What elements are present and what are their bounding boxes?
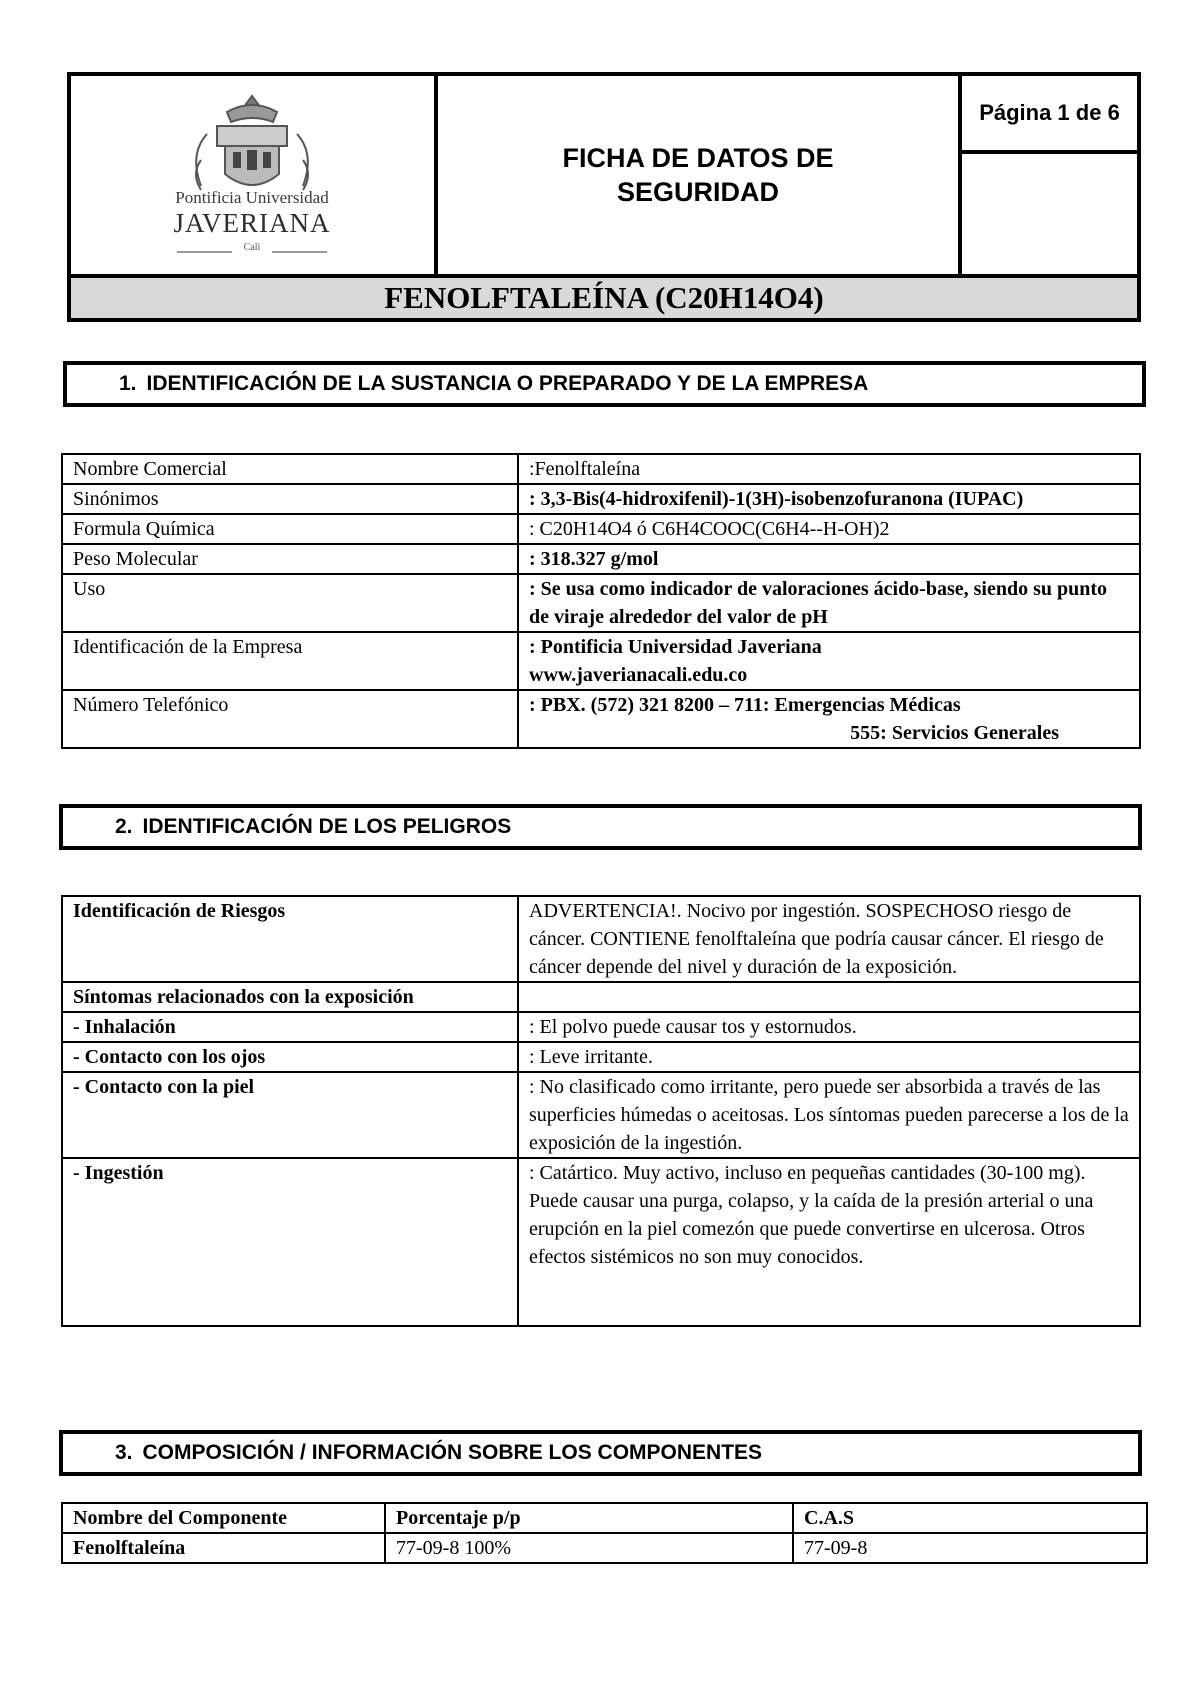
logo-cell	[71, 76, 438, 274]
document-title: FICHA DE DATOS DE SEGURIDAD	[562, 143, 834, 207]
row-value	[518, 982, 1140, 1012]
table-row	[62, 896, 1140, 982]
section-2-heading	[59, 804, 1142, 850]
table-row	[62, 544, 1140, 574]
table-row	[62, 1042, 1140, 1072]
section-1-heading	[63, 361, 1146, 407]
table-row	[62, 1158, 1140, 1326]
row-value: : Catártico. Muy activo, incluso en pequeñas cantidades (30-100 mg). Puede causar una purga, colapso, y la caída de la presión arterial o una erupción en la piel comezón que puede convertirse en ulcerosa. Otros efectos sistémicos no son muy conocidos.	[518, 1158, 1140, 1326]
page-number-cell	[962, 76, 1137, 154]
column-header: C.A.S	[793, 1503, 1147, 1533]
substance-bar	[71, 274, 1137, 318]
table-row	[62, 982, 1140, 1012]
title-cell	[438, 76, 962, 274]
row-label: Peso Molecular	[62, 544, 518, 574]
logo-text-cali: Cali	[243, 242, 261, 253]
component-percentage: 77-09-8 100%	[385, 1533, 793, 1563]
row-value	[518, 690, 1140, 748]
row-value: ADVERTENCIA!. Nocivo por ingestión. SOSPECHOSO riesgo de cáncer. CONTIENE fenolftaleína que podría causar cáncer. El riesgo de cáncer depende del nivel y duración de la exposición.	[518, 896, 1140, 982]
section-number: 1.	[119, 372, 137, 395]
row-value: : 3,3-Bis(4-hidroxifenil)-1(3H)-isobenzofuranona (IUPAC)	[518, 484, 1140, 514]
row-value: : El polvo puede causar tos y estornudos.	[518, 1012, 1140, 1042]
row-label: Síntomas relacionados con la exposición	[62, 982, 518, 1012]
substance-name: FENOLFTALEÍNA (C20H14O4)	[384, 280, 824, 315]
row-label: - Inhalación	[62, 1012, 518, 1042]
row-value: : No clasificado como irritante, pero puede ser absorbida a través de las superficies húmedas o aceitosas. Los síntomas pueden parecerse a los de la exposición de la ingestión.	[518, 1072, 1140, 1158]
table-row	[62, 1072, 1140, 1158]
composition-table	[61, 1502, 1148, 1564]
table-header-row	[62, 1503, 1147, 1533]
section-number: 3.	[115, 1441, 133, 1464]
table-row	[62, 632, 1140, 690]
table-row	[62, 574, 1140, 632]
row-label: Uso	[62, 574, 518, 632]
document-header	[67, 72, 1141, 322]
section-3-heading	[59, 1430, 1142, 1476]
table-row	[62, 690, 1140, 748]
hazards-table	[61, 895, 1141, 1327]
logo-text-university: Pontificia Universidad	[175, 188, 329, 207]
component-name: Fenolftaleína	[62, 1533, 385, 1563]
column-header: Nombre del Componente	[62, 1503, 385, 1533]
row-value: : Leve irritante.	[518, 1042, 1140, 1072]
row-label: Identificación de la Empresa	[62, 632, 518, 690]
section-number: 2.	[115, 815, 133, 838]
table-row	[62, 484, 1140, 514]
identification-table	[61, 453, 1141, 749]
page-number: Página 1 de 6	[979, 100, 1120, 125]
phone-line-2: 555: Servicios Generales	[850, 722, 1059, 744]
row-label: Número Telefónico	[62, 690, 518, 748]
section-title: IDENTIFICACIÓN DE LOS PELIGROS	[142, 815, 512, 838]
table-row	[62, 1012, 1140, 1042]
section-title: COMPOSICIÓN / INFORMACIÓN SOBRE LOS COMPONENTES	[142, 1441, 763, 1464]
table-row	[62, 514, 1140, 544]
row-label: Nombre Comercial	[62, 454, 518, 484]
logo-text-javeriana: JAVERIANA	[173, 208, 331, 238]
row-label: Identificación de Riesgos	[62, 896, 518, 982]
row-value: : 318.327 g/mol	[518, 544, 1140, 574]
row-label: Sinónimos	[62, 484, 518, 514]
row-label: - Contacto con los ojos	[62, 1042, 518, 1072]
row-value	[518, 632, 1140, 690]
company-name: : Pontificia Universidad Javeriana	[529, 636, 822, 658]
row-value: : Se usa como indicador de valoraciones ácido-base, siendo su punto de viraje alrededor del valor de pH	[518, 574, 1140, 632]
row-label: - Ingestión	[62, 1158, 518, 1326]
row-value: : C20H14O4 ó C6H4COOC(C6H4--H-OH)2	[518, 514, 1140, 544]
row-label: Formula Química	[62, 514, 518, 544]
component-cas: 77-09-8	[793, 1533, 1147, 1563]
phone-line-1: : PBX. (572) 321 8200 – 711: Emergencias Médicas	[529, 694, 961, 716]
section-title: IDENTIFICACIÓN DE LA SUSTANCIA O PREPARADO Y DE LA EMPRESA	[146, 372, 869, 395]
column-header: Porcentaje p/p	[385, 1503, 793, 1533]
table-row	[62, 1533, 1147, 1563]
blank-cell	[962, 154, 1137, 274]
company-website-link[interactable]: www.javerianacali.edu.co	[529, 664, 748, 686]
table-row	[62, 454, 1140, 484]
row-value: :Fenolftaleína	[518, 454, 1140, 484]
row-label: - Contacto con la piel	[62, 1072, 518, 1158]
